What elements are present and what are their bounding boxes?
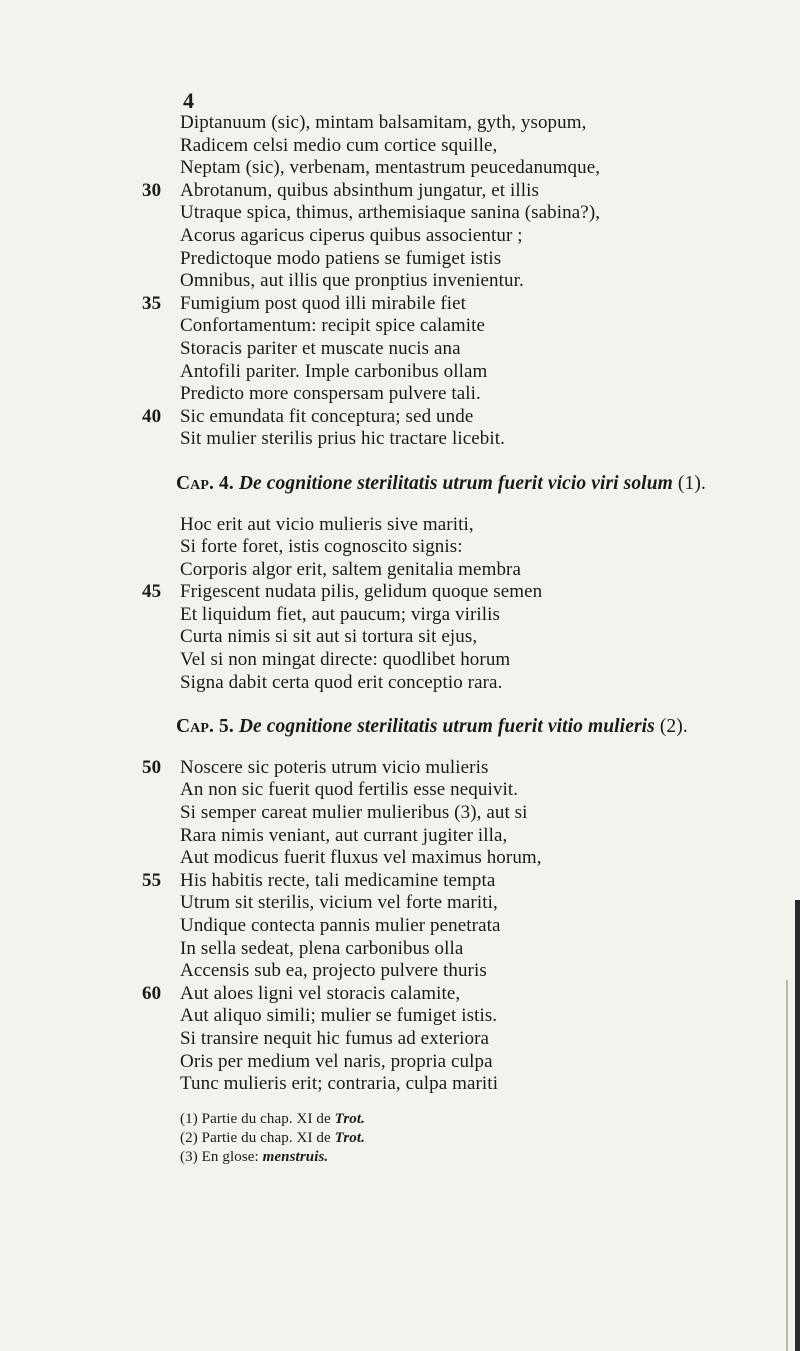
verse-text: Storacis pariter et muscate nucis ana — [180, 337, 461, 359]
footnote-text: Partie du chap. XI de — [201, 1110, 335, 1127]
verse-text: Aut aloes ligni vel storacis calamite, — [180, 982, 461, 1004]
footnote-text: En glose: — [201, 1148, 263, 1165]
verse-text: Vel si non mingat directe: quodlibet horum — [180, 649, 511, 671]
verse-text: Accensis sub ea, projecto pulvere thuris — [180, 960, 487, 982]
verse-text: Fumigium post quod illi mirabile fiet — [180, 292, 467, 314]
verse-line — [180, 135, 780, 158]
verse-line — [180, 270, 780, 293]
footnote-source: menstruis. — [262, 1148, 329, 1165]
footnote-mark: (3) — [180, 1148, 198, 1165]
verse-line — [180, 1028, 780, 1051]
spacer — [180, 739, 780, 757]
footnote — [180, 1148, 780, 1167]
verse-line — [180, 1051, 780, 1074]
verse-text: Confortamentum: recipit spice calamite — [180, 315, 486, 337]
chapter-note-ref: (2). — [659, 716, 688, 738]
verse-line — [180, 649, 780, 672]
verse-text: Oris per medium vel naris, propria culpa — [180, 1050, 493, 1072]
verse-line — [180, 315, 780, 338]
verse-text: Et liquidum fiet, aut paucum; virga virilis — [180, 603, 501, 625]
verse-text: Acorus agaricus ciperus quibus associentur ; — [180, 224, 523, 246]
verse-line — [180, 960, 780, 983]
line-number: 35 — [142, 292, 162, 314]
verse-line — [180, 514, 780, 537]
footnote — [180, 1110, 780, 1129]
chapter-heading — [176, 473, 780, 496]
line-number: 50 — [142, 756, 162, 778]
verse-text: In sella sedeat, plena carbonibus olla — [180, 937, 464, 959]
verse-line — [180, 536, 780, 559]
verse-text: Aut modicus fuerit fluxus vel maximus horum, — [180, 847, 542, 869]
verse-text: Omnibus, aut illis que pronptius invenientur. — [180, 270, 524, 292]
spacer — [180, 1096, 780, 1110]
footnote-text: Partie du chap. XI de — [201, 1129, 335, 1146]
verse-line — [180, 225, 780, 248]
verse-line — [180, 847, 780, 870]
verse-text: Si transire nequit hic fumus ad exteriora — [180, 1027, 490, 1049]
verse-text: Neptam (sic), verbenam, mentastrum peucedanumque, — [180, 157, 601, 179]
footnote — [180, 1129, 780, 1148]
page-folio: 4 — [183, 88, 194, 113]
verse-line — [142, 756, 780, 780]
chapter-heading — [176, 716, 780, 739]
scan-edge — [795, 900, 800, 1351]
verse-text: Rara nimis veniant, aut currant jugiter illa, — [180, 824, 508, 846]
verse-line — [180, 938, 780, 961]
verse-line — [180, 825, 780, 848]
verse-line — [180, 1073, 780, 1096]
line-number: 45 — [142, 581, 162, 603]
verse-line — [180, 112, 780, 135]
verse-line — [142, 292, 780, 316]
verse-text: Predictoque modo patiens se fumiget istis — [180, 247, 502, 269]
verse-text: Noscere sic poteris utrum vicio mulieris — [180, 756, 489, 778]
verse-text: Signa dabit certa quod erit conceptio rara. — [180, 671, 503, 693]
verse-line — [180, 428, 780, 451]
line-number: 30 — [142, 179, 162, 201]
footnote-mark: (2) — [180, 1129, 198, 1146]
verse-text: Diptanuum (sic), mintam balsamitam, gyth, ysopum, — [180, 112, 587, 133]
line-number: 60 — [142, 982, 162, 1004]
verse-text: Predicto more conspersam pulvere tali. — [180, 383, 481, 405]
verse-text: Si forte foret, istis cognoscito signis: — [180, 536, 463, 558]
chapter-label: Cap. — [176, 472, 215, 494]
verse-text: Utrum sit sterilis, vicium vel forte mariti, — [180, 892, 498, 914]
line-number: 40 — [142, 405, 162, 427]
verse-line — [180, 626, 780, 649]
spacer — [180, 496, 780, 514]
verse-line — [180, 361, 780, 384]
verse-line — [142, 869, 780, 893]
scan-edge-shadow — [786, 980, 788, 1351]
verse-text: Corporis algor erit, saltem genitalia membra — [180, 558, 522, 580]
footnote-mark: (1) — [180, 1110, 198, 1127]
verse-text: Undique contecta pannis mulier penetrata — [180, 915, 501, 936]
verse-line — [180, 892, 780, 915]
chapter-number: 4. — [219, 472, 234, 494]
verse-text: His habitis recte, tali medicamine tempta — [180, 869, 496, 891]
verse-line — [180, 338, 780, 361]
verse-text: Sit mulier sterilis prius hic tractare licebit. — [180, 428, 505, 450]
verse-line — [142, 179, 780, 203]
verse-text: Hoc erit aut vicio mulieris sive mariti, — [180, 513, 474, 535]
verse-text: An non sic fuerit quod fertilis esse nequivit. — [180, 779, 519, 801]
verse-text: Tunc mulieris erit; contraria, culpa mariti — [180, 1073, 499, 1095]
verse-line — [180, 604, 780, 627]
verse-line — [180, 559, 780, 582]
verse-line — [142, 405, 780, 429]
chapter-label: Cap. — [176, 716, 215, 738]
verse-text: Curta nimis si sit aut si tortura sit ejus, — [180, 626, 478, 648]
verse-line — [180, 157, 780, 180]
verse-line — [142, 581, 780, 604]
verse-text: Si semper careat mulier mulieribus (3), aut si — [180, 802, 528, 824]
line-number: 55 — [142, 869, 162, 891]
chapter-number: 5. — [219, 716, 234, 738]
verse-text: Antofili pariter. Imple carbonibus ollam — [180, 360, 488, 382]
verse-text: Utraque spica, thimus, arthemisiaque sanina (sabina?), — [180, 202, 601, 224]
verse-line — [142, 982, 780, 1006]
footnote-source: Trot. — [334, 1110, 366, 1127]
verse-text: Sic emundata fit conceptura; sed unde — [180, 405, 474, 427]
spacer — [180, 694, 780, 716]
chapter-note-ref: (1). — [677, 472, 706, 494]
verse-text: Frigescent nudata pilis, gelidum quoque semen — [180, 581, 543, 603]
chapter-title: De cognitione sterilitatis utrum fuerit vitio mulieris — [238, 716, 655, 738]
verse-line — [180, 383, 780, 406]
verse-text: Aut aliquo simili; mulier se fumiget istis. — [180, 1005, 498, 1027]
verse-line — [180, 915, 780, 938]
spacer — [180, 451, 780, 473]
chapter-title: De cognitione sterilitatis utrum fuerit vicio viri solum — [238, 472, 673, 494]
verse-line — [180, 1005, 780, 1028]
footnote-source: Trot. — [334, 1129, 366, 1146]
verse-line — [180, 779, 780, 802]
verse-line — [180, 672, 780, 695]
verse-text: Radicem celsi medio cum cortice squille, — [180, 134, 498, 156]
verse-line — [180, 202, 780, 225]
verse-text: Abrotanum, quibus absinthum jungatur, et illis — [180, 179, 540, 201]
verse-line — [180, 248, 780, 271]
text-column — [142, 112, 780, 1167]
verse-line — [180, 802, 780, 825]
